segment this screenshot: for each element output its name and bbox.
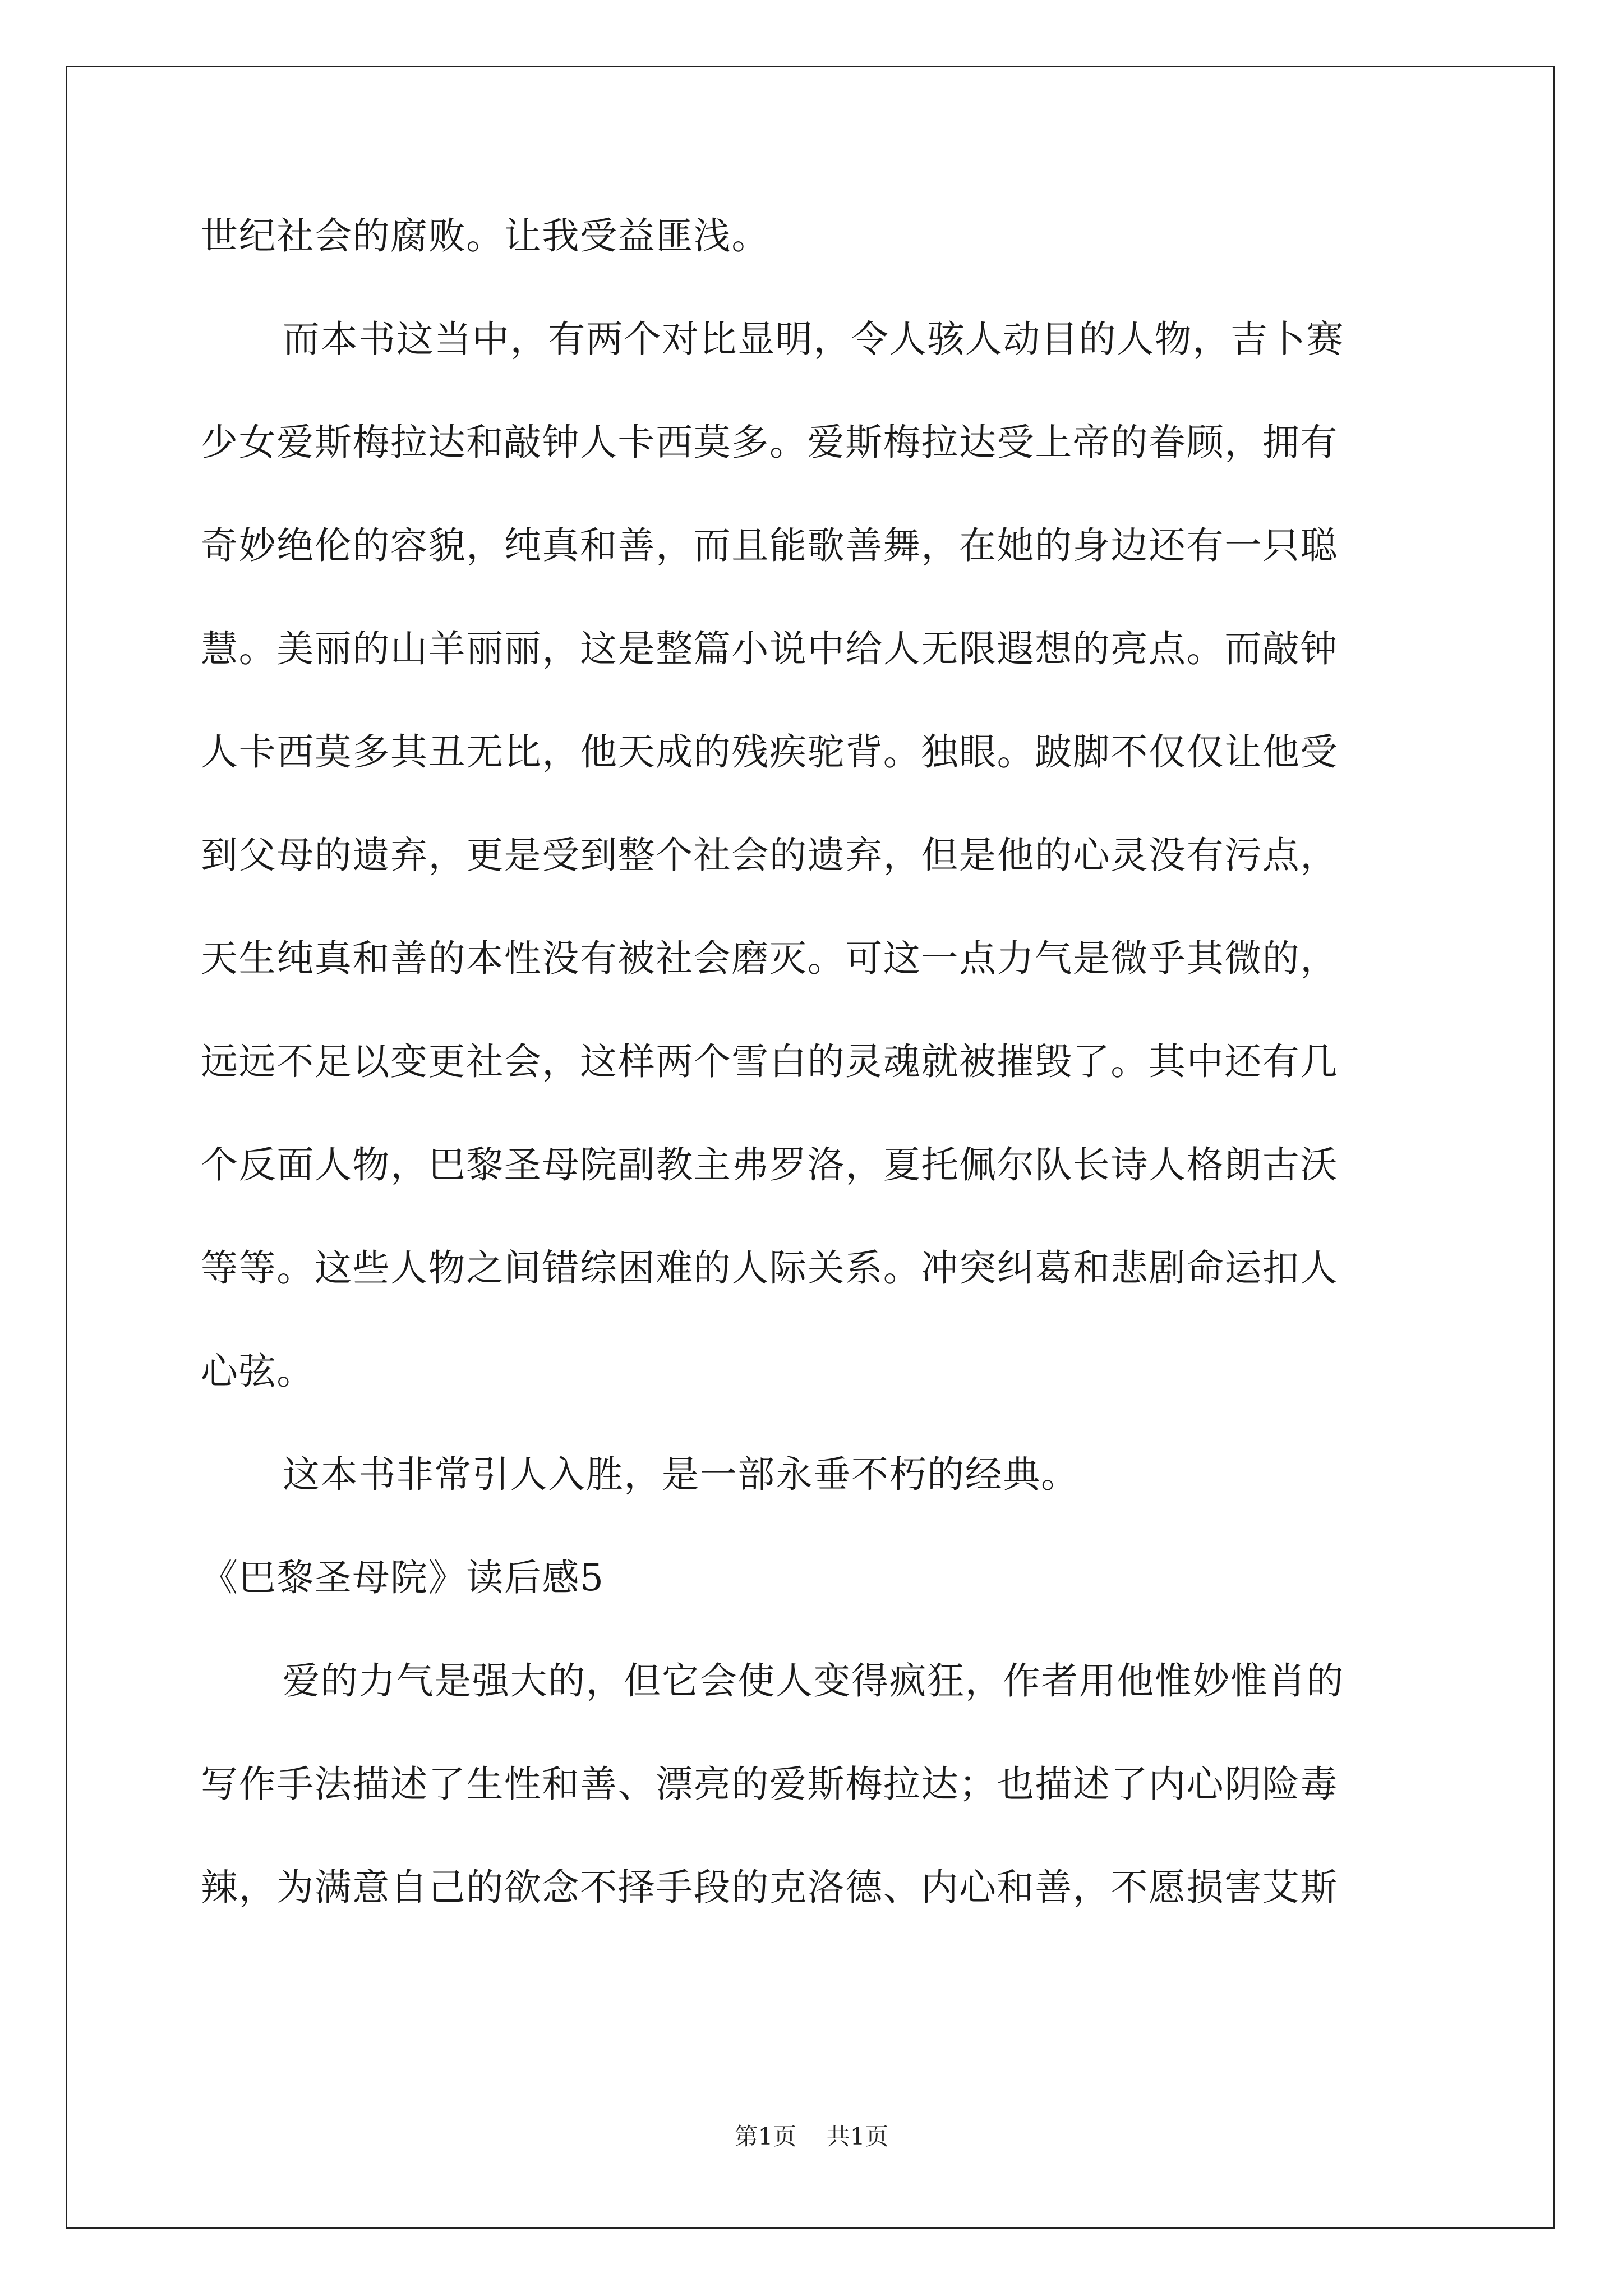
- document-body: [201, 214, 1435, 1972]
- text-line: 奇妙绝伦的容貌，纯真和善，而且能歌善舞，在她的身边还有一只聪: [201, 524, 1338, 567]
- text-line: 天生纯真和善的本性没有被社会磨灭。可这一点力气是微乎其微的，: [201, 937, 1338, 980]
- page-footer: [0, 2125, 1623, 2148]
- text-line: 等等。这些人物之间错综困难的人际关系。冲突纠葛和悲剧命运扣人: [201, 1246, 1338, 1290]
- text-line: 辣，为满意自己的欲念不择手段的克洛德、内心和善，不愿损害艾斯: [201, 1866, 1338, 1909]
- text-line: 到父母的遗弃，更是受到整个社会的遗弃，但是他的心灵没有污点，: [201, 834, 1338, 877]
- page-number: 第1页: [734, 2123, 797, 2150]
- text-line: 个反面人物，巴黎圣母院副教主弗罗洛，夏托佩尔队长诗人格朗古沃: [201, 1143, 1338, 1186]
- text-line: 远远不足以变更社会，这样两个雪白的灵魂就被摧毁了。其中还有几: [201, 1040, 1338, 1083]
- paragraph-start-line: 这本书非常引人入胜，是一部永垂不朽的经典。: [283, 1453, 1079, 1496]
- text-line: 人卡西莫多其丑无比，他天成的残疾驼背。独眼。跛脚不仅仅让他受: [201, 730, 1338, 774]
- text-line: 心弦。: [201, 1350, 315, 1393]
- page-total: 共1页: [826, 2123, 889, 2150]
- paragraph-start-line: 而本书这当中，有两个对比显明，令人骇人动目的人物，吉卜赛: [283, 318, 1344, 361]
- text-line: 世纪社会的腐败。让我受益匪浅。: [201, 214, 769, 257]
- text-line: 慧。美丽的山羊丽丽，这是整篇小说中给人无限遐想的亮点。而敲钟: [201, 627, 1338, 670]
- section-heading: 《巴黎圣母院》读后感5: [201, 1556, 605, 1599]
- text-line: 写作手法描述了生性和善、漂亮的爱斯梅拉达；也描述了内心阴险毒: [201, 1763, 1338, 1806]
- text-line: 少女爱斯梅拉达和敲钟人卡西莫多。爱斯梅拉达受上帝的眷顾，拥有: [201, 421, 1338, 464]
- paragraph-start-line: 爱的力气是强大的，但它会使人变得疯狂，作者用他惟妙惟肖的: [283, 1659, 1344, 1703]
